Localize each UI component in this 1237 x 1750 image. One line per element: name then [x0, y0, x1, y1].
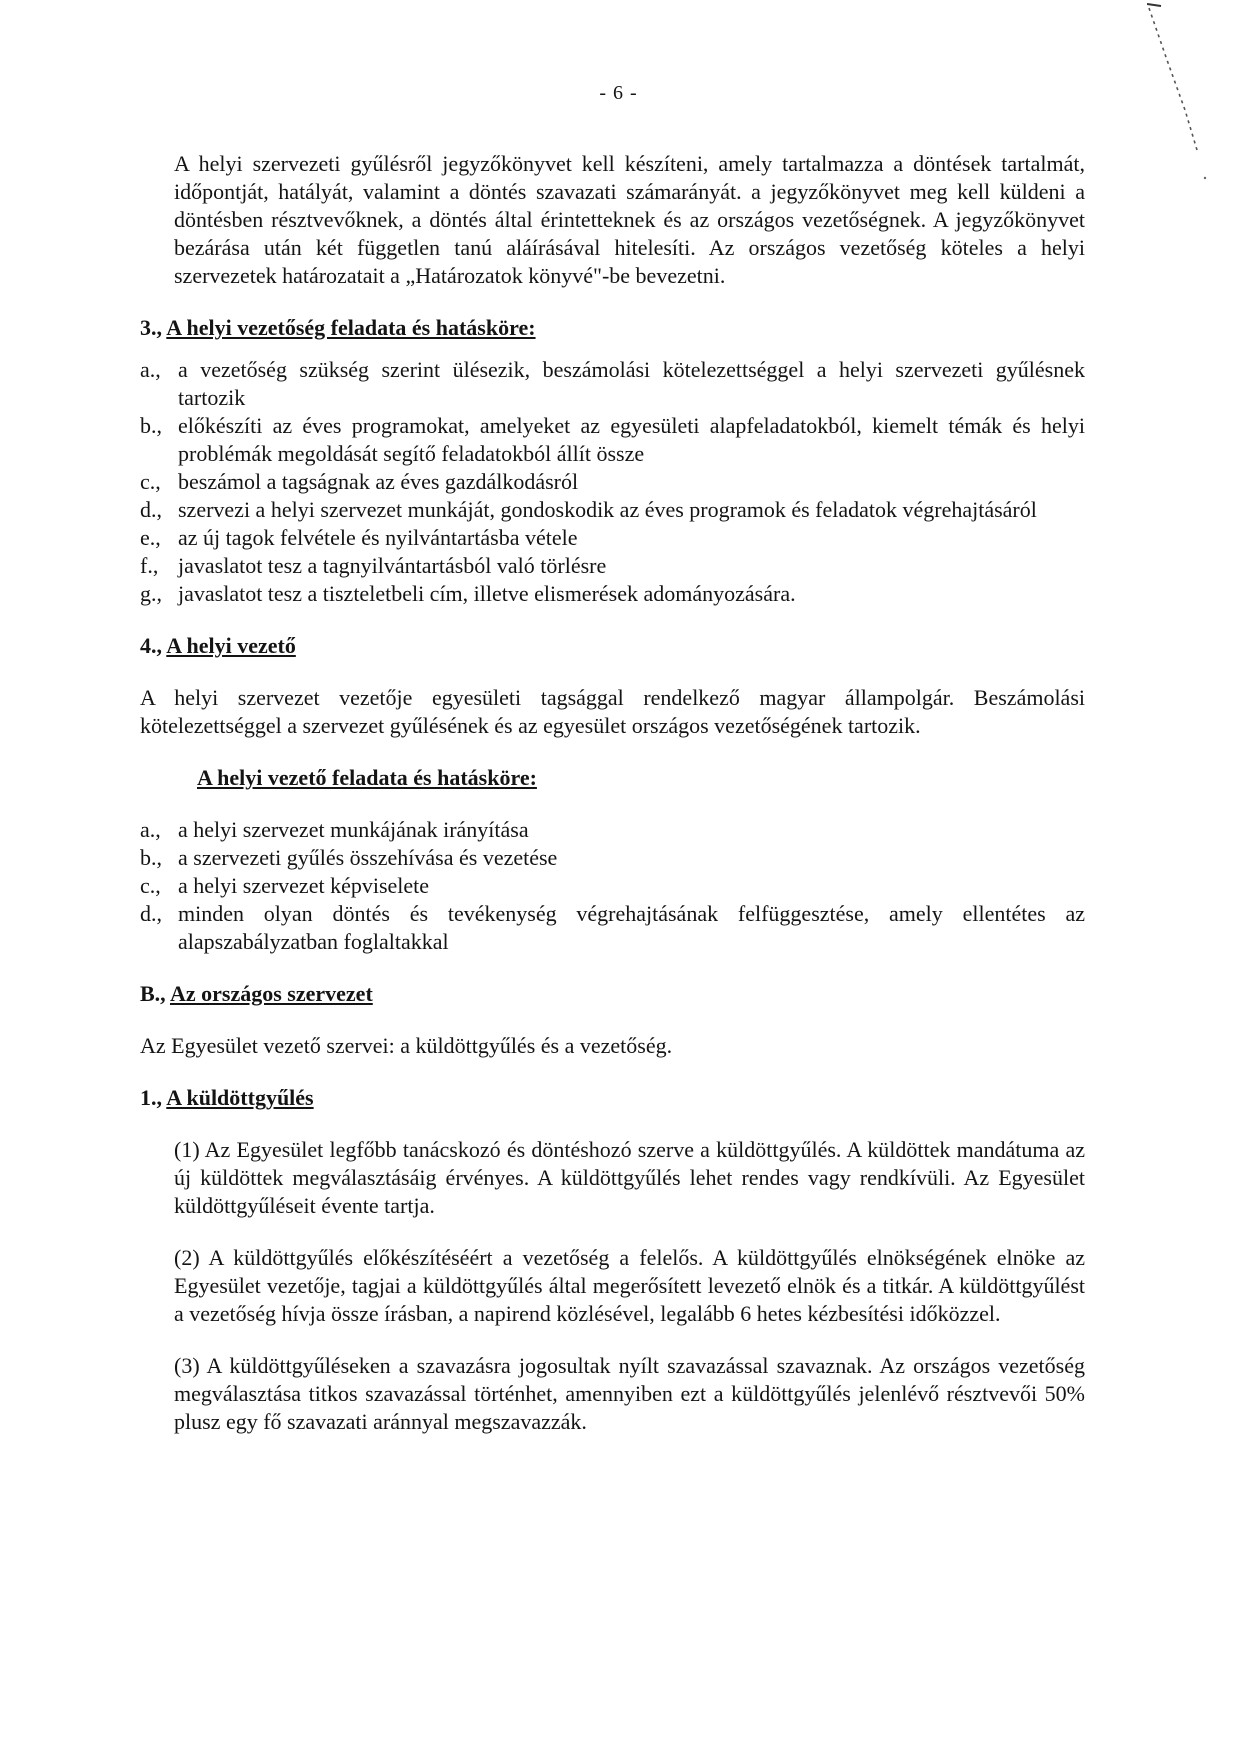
section-4-subtitle: A helyi vezető feladata és hatásköre: — [197, 765, 537, 790]
list-item-label: a., — [140, 357, 161, 382]
list-item-text: javaslatot tesz a tiszteletbeli cím, illetve elismerések adományozására. — [178, 581, 796, 606]
list-item-label: f., — [140, 553, 159, 578]
section-1-number: 1., — [140, 1085, 162, 1110]
section-b-title: Az országos szervezet — [169, 981, 373, 1006]
section-1-title: A küldöttgyűlés — [166, 1085, 314, 1110]
list-item-text: a szervezeti gyűlés összehívása és vezetése — [178, 845, 558, 870]
list-item-label: b., — [140, 845, 162, 870]
section-4-title: A helyi vezető — [166, 633, 296, 658]
section-4-paragraph: A helyi szervezet vezetője egyesületi tagsággal rendelkező magyar állampolgár. Beszámolási kötelezettséggel a szervezet gyűlésének és az egyesület országos vezetőségének tartozik. — [140, 685, 1085, 738]
list-item-text: minden olyan döntés és tevékenység végrehajtásának felfüggesztése, amely ellentétes az alapszabályzatban foglaltakkal — [178, 901, 1085, 954]
list-item-text: javaslatot tesz a tagnyilvántartásból való törlésre — [178, 553, 607, 578]
list-item — [140, 816, 1085, 844]
list-item-label: b., — [140, 413, 162, 438]
list-item-label: g., — [140, 581, 162, 606]
section-4-heading — [140, 632, 1085, 660]
list-item — [140, 468, 1085, 496]
section-4-list — [140, 816, 1085, 956]
section-1-paragraph-3: (3) A küldöttgyűléseken a szavazásra jogosultak nyílt szavazással szavaznak. Az országos vezetőség megválasztása titkos szavazással történhet, amennyiben ezt a küldöttgyűlés jelenlévő résztvevői 50% plusz egy fő szavazati aránnyal megszavazzák. — [174, 1353, 1085, 1434]
list-item-text: előkészíti az éves programokat, amelyeket az egyesületi alapfeladatokból, kiemelt témák és helyi problémák megoldását segítő feladatokból állít össze — [178, 413, 1085, 466]
list-item-label: a., — [140, 817, 161, 842]
section-1-paragraph-2: (2) A küldöttgyűlés előkészítéséért a vezetőség a felelős. A küldöttgyűlés elnökségének elnöke az Egyesület vezetője, tagjai a küldöttgyűlés által megerősített levezető elnök és a titkár. A küldöttgyűlést a vezetőség hívja össze írásban, a napirend közlésével, legalább 6 hetes kézbesítési időközzel. — [174, 1245, 1085, 1326]
section-b-paragraph: Az Egyesület vezető szervei: a küldöttgyűlés és a vezetőség. — [140, 1033, 673, 1058]
list-item-text: a helyi szervezet képviselete — [178, 873, 430, 898]
list-item — [140, 872, 1085, 900]
list-item-label: d., — [140, 497, 162, 522]
section-1-heading — [140, 1084, 1085, 1112]
section-3-title: A helyi vezetőség feladata és hatásköre: — [166, 315, 536, 340]
list-item — [140, 524, 1085, 552]
list-item-text: beszámol a tagságnak az éves gazdálkodásról — [178, 469, 579, 494]
document-body — [140, 150, 1085, 1436]
list-item — [140, 844, 1085, 872]
section-3-number: 3., — [140, 315, 162, 340]
list-item — [140, 552, 1085, 580]
list-item-text: a vezetőség szükség szerint ülésezik, beszámolási kötelezettséggel a helyi szervezeti gyűlésnek tartozik — [178, 357, 1085, 410]
section-3-heading — [140, 314, 1085, 342]
list-item — [140, 496, 1085, 524]
section-b-heading — [140, 980, 1085, 1008]
section-4-number: 4., — [140, 633, 162, 658]
list-item-label: c., — [140, 469, 161, 494]
list-item — [140, 356, 1085, 412]
page-number: - 6 - — [599, 82, 638, 104]
list-item — [140, 580, 1085, 608]
list-item-text: szervezi a helyi szervezet munkáját, gondoskodik az éves programok és feladatok végrehajtásáról — [178, 497, 1037, 522]
list-item-label: e., — [140, 525, 161, 550]
section-1-paragraph-1: (1) Az Egyesület legfőbb tanácskozó és döntéshozó szerve a küldöttgyűlés. A küldöttek mandátuma az új küldöttek megválasztásáig érvényes. A küldöttgyűlés lehet rendes vagy rendkívüli. Az Egyesület küldöttgyűléseit évente tartja. — [174, 1137, 1085, 1218]
section-b-number: B., — [140, 981, 166, 1006]
intro-paragraph: A helyi szervezeti gyűlésről jegyzőkönyvet kell készíteni, amely tartalmazza a döntések tartalmát, időpontját, hatályát, valamint a döntés szavazati számarányát. a jegyzőkönyvet meg kell küldeni a döntésben résztvevőknek, a döntés által érintetteknek és az országos vezetőségnek. A jegyzőkönyvet bezárása után két független tanú aláírásával hitelesíti. Az országos vezetőség köteles a helyi szervezetek határozatait a „Határozatok könyvé"-be bevezetni. — [174, 151, 1085, 288]
section-3-list — [140, 356, 1085, 608]
list-item — [140, 900, 1085, 956]
list-item-text: az új tagok felvétele és nyilvántartásba vétele — [178, 525, 578, 550]
list-item — [140, 412, 1085, 468]
list-item-text: a helyi szervezet munkájának irányítása — [178, 817, 529, 842]
list-item-label: c., — [140, 873, 161, 898]
list-item-label: d., — [140, 901, 162, 926]
